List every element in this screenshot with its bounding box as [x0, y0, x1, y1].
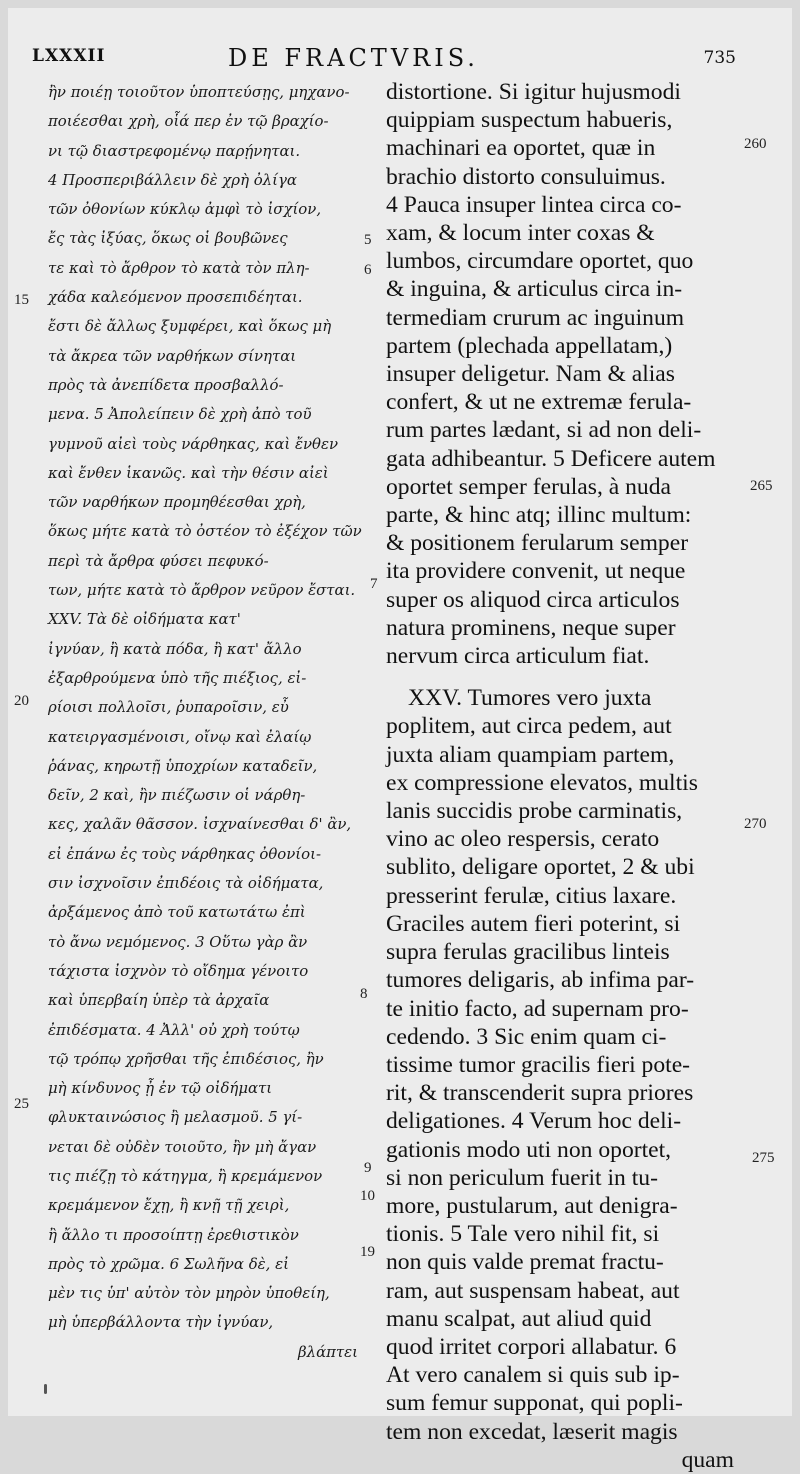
latin-line: natura prominens, neque super [386, 614, 676, 641]
latin-line: ita providere convenit, ut neque [386, 558, 686, 585]
greek-margin-number: 25 [14, 1096, 29, 1112]
greek-line: κρεμάμενον ἔχῃ, ἢ κνῇ τῇ χειρὶ, [48, 1196, 290, 1215]
latin-line: non quis valde premat fractu- [386, 1249, 664, 1276]
greek-line: κες, χαλᾶν θᾶσσον. ἰσχναίνεσθαι δ' ἂν, [48, 815, 352, 834]
latin-line: insuper deligetur. Nam & alias [386, 361, 675, 388]
greek-line: ἐξαρθρούμενα ὑπὸ τῆς πιέξιος, εἰ- [48, 668, 307, 687]
greek-line: 4 Προσπεριβάλλειν δὲ χρὴ ὀλίγα [48, 170, 297, 189]
page-header [8, 16, 792, 76]
latin-line: juxta aliam quampiam partem, [386, 741, 675, 768]
greek-line: φλυκταινώσιος ἢ μελασμοῦ. 5 γί- [48, 1108, 303, 1127]
chapter-folio: LXXXII [32, 46, 106, 66]
latin-line: ram, aut suspensam habeat, aut [386, 1277, 680, 1304]
greek-line: τε καὶ τὸ ἄρθρον τὸ κατὰ τὸν πλη- [48, 258, 310, 277]
greek-line: χάδα καλεόμενον προσεπιδέηται. [48, 288, 303, 307]
latin-line: distortione. Si igitur hujusmodi [386, 79, 681, 105]
latin-line: supra ferulas gracilibus linteis [386, 939, 670, 966]
latin-line: tissime tumor gracilis fieri pote- [386, 1051, 691, 1078]
latin-margin-number: 265 [750, 478, 773, 494]
latin-line: gata adhibeantur. 5 Deficere autem [386, 445, 716, 472]
greek-line: ἰγνύαν, ἢ κατὰ πόδα, ἢ κατ' ἄλλο [48, 639, 302, 658]
latin-line: more, pustularum, aut denigra- [386, 1192, 678, 1219]
book-page [8, 8, 792, 1473]
latin-line: deligationes. 4 Verum hoc deli- [386, 1108, 682, 1135]
latin-line: 4 Pauca insuper lintea circa co- [386, 191, 682, 218]
greek-section-heading: ΧΧV. Τὰ δὲ οἰδήματα κατ' [48, 610, 241, 629]
greek-margin-number: 5 [364, 232, 372, 248]
latin-line: oportet semper ferulas, à nuda [386, 473, 671, 500]
greek-line: μενα. 5 Ἀπολείπειν δὲ χρὴ ἀπὸ τοῦ [48, 405, 312, 424]
greek-line: των, μήτε κατὰ τὸ ἄρθρον νεῦρον ἔσται. [48, 581, 356, 600]
running-title: DE FRACTVRIS. [228, 44, 479, 72]
latin-line: & inguina, & articulus circa in- [386, 276, 683, 303]
greek-margin-number: 7 [370, 576, 378, 592]
greek-line: καὶ ἔνθεν ἱκανῶς. καὶ τὴν θέσιν αἰεὶ [48, 463, 329, 482]
latin-line: confert, & ut ne extremæ ferula- [386, 389, 692, 416]
latin-catchword: quam [681, 1446, 734, 1473]
latin-line: si non periculum fuerit in tu- [386, 1164, 658, 1191]
greek-line: εἰ ἐπάνω ἐς τοὺς νάρθηκας ὀθονίοι- [48, 844, 321, 863]
latin-line: vino ac oleo respersis, cerato [386, 826, 660, 853]
latin-line: sublito, deligare oportet, 2 & ubi [386, 854, 695, 881]
greek-line: καὶ ὑπερβαίη ὑπὲρ τὰ ἀρχαῖα [48, 991, 270, 1010]
latin-line: nervum circa articulum fiat. [386, 643, 650, 670]
greek-line: τῶν ὀθονίων κύκλῳ ἀμφὶ τὸ ἰσχίον, [48, 200, 322, 219]
greek-line: ἢν ποιέῃ τοιοῦτον ὑποπτεύσῃς, μηχανο- [48, 83, 350, 101]
latin-line: ex compressione elevatos, multis [386, 769, 698, 796]
latin-line: tem non excedat, læserit magis [386, 1418, 678, 1445]
latin-line: rum partes lædant, si ad non deli- [386, 417, 702, 444]
latin-line: parte, & hinc atq; illinc multum: [386, 502, 692, 529]
latin-line: At vero canalem si quis sub ip- [386, 1362, 680, 1389]
latin-line: lanis succidis probe carminatis, [386, 798, 683, 825]
latin-line: tionis. 5 Tale vero nihil fit, si [386, 1221, 660, 1248]
greek-line: τὰ ἄκρεα τῶν ναρθήκων σίνηται [48, 346, 297, 365]
latin-line: gationis modo uti non oportet, [386, 1136, 672, 1163]
greek-line: ἀρξάμενος ἀπὸ τοῦ κατωτάτω ἐπὶ [48, 903, 306, 922]
latin-line: quippiam suspectum habueris, [386, 107, 673, 134]
greek-catchword: βλάπτει [298, 1342, 358, 1361]
greek-margin-number: 19 [360, 1244, 375, 1260]
greek-margin-number: 6 [364, 262, 372, 278]
greek-margin-number: 8 [360, 986, 368, 1002]
latin-line: xam, & locum inter coxas & [386, 220, 655, 247]
greek-line: πρὸς τὸ χρῶμα. 6 Σωλῆνα δὲ, εἰ [48, 1254, 289, 1273]
latin-text-column [378, 78, 738, 1473]
latin-line: te initio facto, ad supernam pro- [386, 995, 689, 1022]
greek-line: ποιέεσθαι χρὴ, οἷά περ ἐν τῷ βραχίο- [48, 112, 329, 131]
greek-line: περὶ τὰ ἄρθρα φύσει πεφυκό- [48, 551, 269, 570]
latin-line: brachio distorto consuluimus. [386, 163, 666, 190]
latin-line: Graciles autem fieri poterint, si [386, 910, 681, 937]
greek-margin-number: 10 [360, 1188, 375, 1204]
greek-text-column [30, 78, 388, 1376]
greek-line: ἐπιδέσματα. 4 Ἀλλ' οὐ χρὴ τούτῳ [48, 1020, 300, 1039]
greek-line: κατειργασμένοισι, οἴνῳ καὶ ἐλαίῳ [48, 727, 312, 746]
latin-line: presserint ferulæ, citius laxare. [386, 882, 677, 909]
greek-line: ὅκως μήτε κατὰ τὸ ὀστέον τὸ ἐξέχον τῶν [48, 522, 362, 541]
greek-line: νεται δὲ οὐδὲν τοιοῦτο, ἢν μὴ ἄγαν [48, 1137, 317, 1156]
greek-line: πρὸς τὰ ἀνεπίδετα προσβαλλό- [48, 375, 284, 394]
latin-line: partem (plechada appellatam,) [386, 332, 673, 359]
latin-margin-number: 270 [744, 816, 767, 832]
latin-line: cedendo. 3 Sic enim quam ci- [386, 1023, 667, 1050]
greek-line: μὲν τις ὑπ' αὐτὸν τὸν μηρὸν ὑποθείη, [48, 1284, 330, 1303]
latin-line: machinari ea oportet, quæ in [386, 135, 656, 162]
greek-line: μὴ ὑπερβάλλοντα τὴν ἰγνύαν, [48, 1313, 274, 1332]
greek-line: ἢ ἄλλο τι προσοίπτῃ ἐρεθιστικὸν [48, 1225, 299, 1244]
latin-line: rit, & transcenderit supra priores [386, 1080, 694, 1107]
latin-line: lumbos, circumdare oportet, quo [386, 248, 694, 275]
latin-section-heading: XXV. Tumores vero juxta [408, 685, 652, 712]
greek-line: ῥάνας, κηρωτῇ ὑποχρίων καταδεῖν, [48, 756, 318, 775]
latin-line: sum femur supponat, qui popli- [386, 1390, 683, 1417]
latin-margin-number: 260 [744, 136, 767, 152]
greek-line: ἔς τὰς ἰξύας, ὅκως οἱ βουβῶνες [48, 229, 288, 248]
greek-line: νι τῷ διαστρεφομένῳ παρῄνηται. [48, 141, 301, 160]
greek-line: τις πιέζῃ τὸ κάτηγμα, ἢ κρεμάμενον [48, 1166, 323, 1185]
latin-line: quod irritet corpori allabatur. 6 [386, 1333, 677, 1360]
greek-line: ρίοισι πολλοῖσι, ῥυπαροῖσιν, εὖ [48, 698, 289, 717]
greek-line: δεῖν, 2 καὶ, ἢν πιέζωσιν οἱ νάρθη- [48, 786, 306, 805]
latin-line: super os aliquod circa articulos [386, 586, 680, 613]
greek-line: τὸ ἄνω νεμόμενος. 3 Οὕτω γὰρ ἂν [48, 932, 308, 951]
latin-margin-number: 275 [752, 1150, 775, 1166]
greek-line: σιν ἰσχνοῖσιν ἐπιδέοις τὰ οἰδήματα, [48, 874, 324, 893]
greek-margin-number: 20 [14, 693, 29, 709]
greek-line: γυμνοῦ αἰεὶ τοὺς νάρθηκας, καὶ ἔνθεν [48, 434, 339, 453]
latin-line: tumores deligaris, ab infima par- [386, 967, 695, 994]
greek-line: ἔστι δὲ ἄλλως ξυμφέρει, καὶ ὅκως μὴ [48, 317, 332, 336]
greek-line: τῷ τρόπῳ χρῆσθαι τῆς ἐπιδέσιος, ἢν [48, 1049, 324, 1068]
latin-line: termediam crurum ac inguinum [386, 304, 685, 331]
greek-line: τάχιστα ἰσχνὸν τὸ οἴδημα γένοιτο [48, 961, 309, 980]
page-number: 735 [703, 48, 736, 68]
greek-margin-number: 15 [14, 292, 29, 308]
paper-speck [44, 1384, 47, 1394]
latin-line: manu scalpat, aut aliud quid [386, 1305, 652, 1332]
greek-line: τῶν ναρθήκων προμηθέεσθαι χρὴ, [48, 493, 306, 512]
greek-margin-number: 9 [364, 1160, 372, 1176]
section-spacer [378, 670, 738, 684]
greek-line: μὴ κίνδυνος ᾖ ἐν τῷ οἰδήματι [48, 1079, 273, 1098]
latin-line: poplitem, aut circa pedem, aut [386, 713, 672, 740]
latin-line: & positionem ferularum semper [386, 530, 689, 557]
